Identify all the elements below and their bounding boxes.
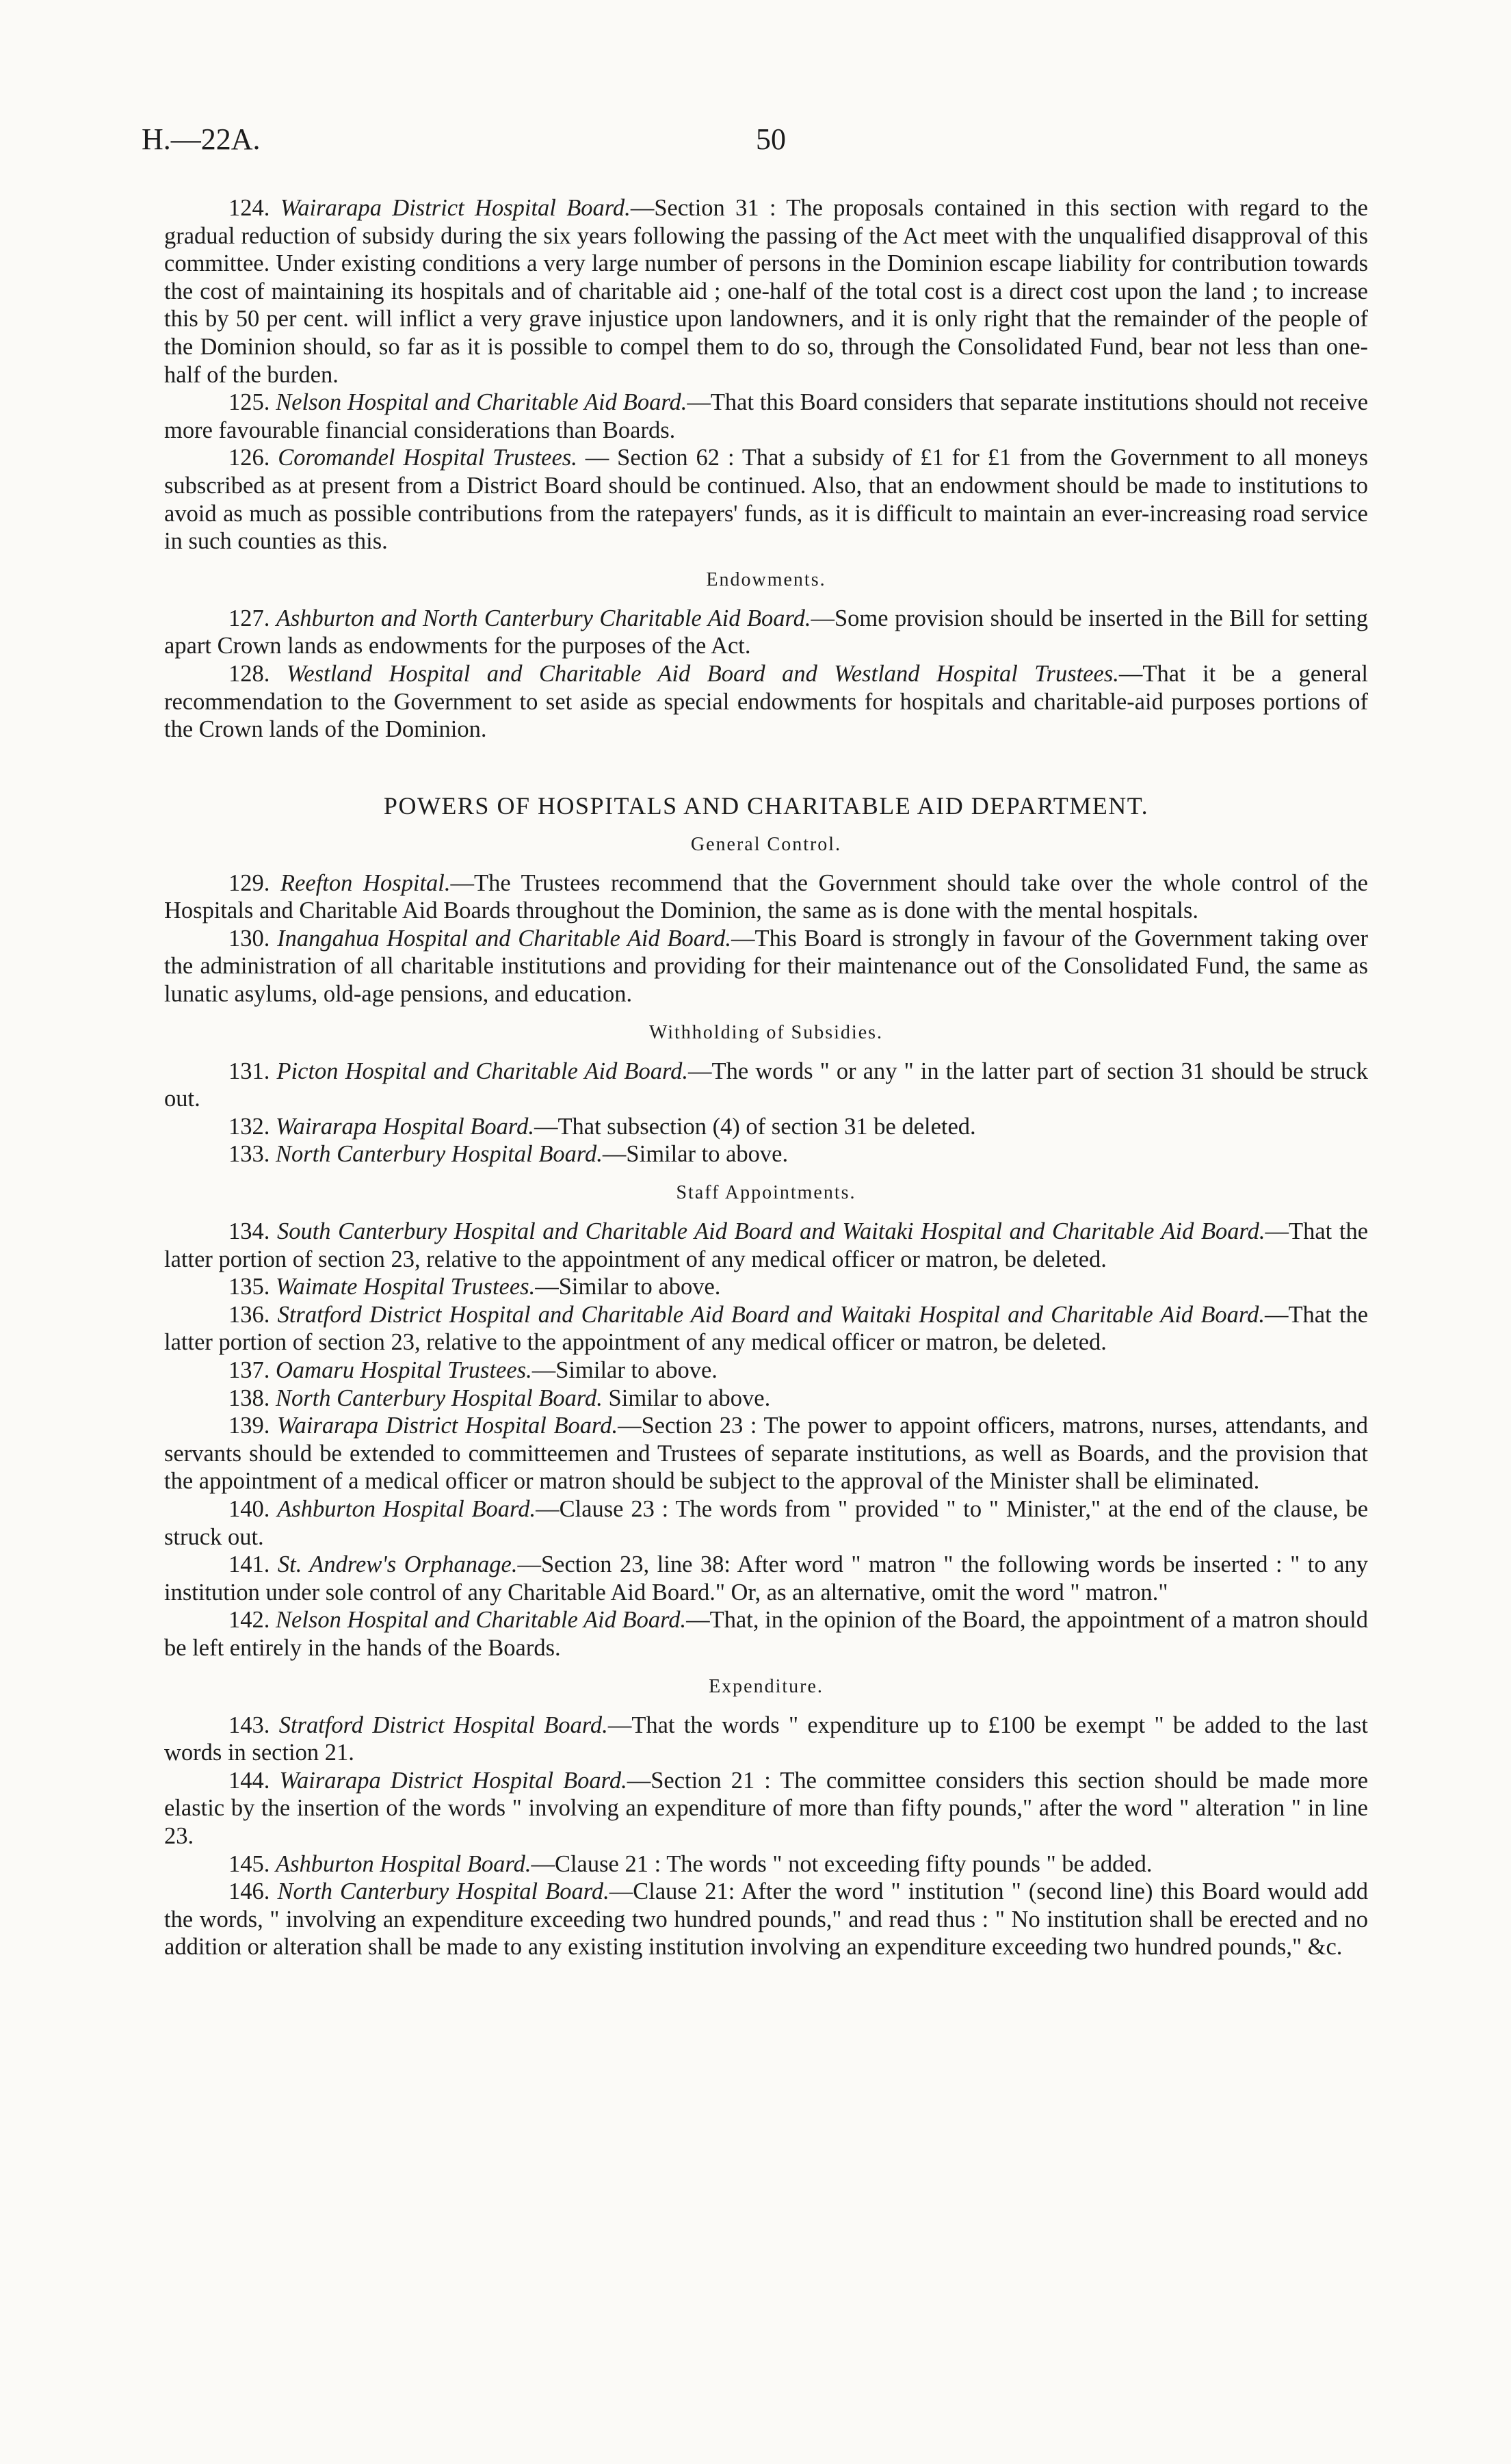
paragraph-text: —That the latter portion of section 23, relative to the appointment of any medical officer or matron, be deleted. [164, 1301, 1369, 1356]
paragraph-126 [164, 444, 1368, 555]
page-number: 50 [756, 122, 786, 156]
paragraph-127 [164, 605, 1368, 660]
paragraph-number: 139. [228, 1413, 278, 1439]
paragraph-text: —Similar to above. [531, 1357, 718, 1383]
section-heading: Withholding of Subsidies. [648, 1021, 884, 1043]
paragraph-title: Ashburton Hospital Board. [277, 1495, 536, 1522]
paragraph-title: Westland Hospital and Charitable Aid Board and Westland Hospital Trustees. [286, 660, 1119, 687]
paragraph-title: Oamaru Hospital Trustees. [276, 1357, 532, 1383]
paragraph-number: 140. [228, 1495, 278, 1522]
paragraph-136 [164, 1301, 1368, 1356]
paragraph-number: 124. [228, 195, 280, 221]
section-heading: Expenditure. [709, 1675, 824, 1697]
paragraph-number: 138. [228, 1385, 276, 1411]
paragraph-number: 142. [228, 1607, 276, 1634]
paragraph-number: 144. [228, 1767, 280, 1794]
paragraph-139 [164, 1412, 1368, 1495]
paragraph-text: — Section 62 : That a subsidy of £1 for £1 from the Government to all moneys subscribed as at present from a District Board should be continued. Also, that an endowment should be made to institutions to avoid as much as possible contributions from the ratepayers' funds, as it is difficult to maintain an ever-increasing road service in such counties as this. [164, 445, 1369, 555]
paragraph-text: —Clause 21 : The words " not exceeding fifty pounds " be added. [531, 1850, 1153, 1877]
paragraph-title: St. Andrew's Orphanage. [277, 1551, 518, 1578]
paragraph-137 [164, 1356, 1368, 1385]
paragraph-141 [164, 1551, 1368, 1606]
paragraph-number: 125. [228, 389, 276, 416]
page-header [0, 122, 1511, 163]
paragraph-number: 141. [228, 1551, 278, 1578]
paragraph-text: —That this Board considers that separate institutions should not receive more favourable financial considerations than Boards. [164, 389, 1369, 443]
paragraph-144 [164, 1767, 1368, 1850]
paragraph-text: —Section 23, line 38: After word " matron " the following words be inserted : " to any institution under sole control of any Charitable Aid Board." Or, as an alternative, omit the word " matron." [164, 1551, 1368, 1605]
paragraph-title: Reefton Hospital. [280, 869, 451, 896]
paragraph-text: —That subsection (4) of section 31 be deleted. [534, 1113, 976, 1140]
paragraph-title: North Canterbury Hospital Board. [276, 1385, 603, 1411]
paragraph-text: —That it be a general recommendation to the Government to set aside as special endowments for hospitals and charitable-aid purposes portions of the Crown lands of the Dominion. [164, 660, 1368, 743]
paragraph-title: Wairarapa District Hospital Board. [280, 195, 631, 221]
paragraph-124 [164, 194, 1368, 389]
paragraph-number: 132. [228, 1113, 276, 1140]
paragraph-text: —Clause 23 : The words from " provided " to " Minister," at the end of the clause, be struck out. [164, 1495, 1369, 1550]
paragraph-number: 145. [228, 1850, 276, 1877]
paragraph-text: —Clause 21: After the word " institution " (second line) this Board would add the words, " involving an expenditure exceeding two hundred pounds," and read thus : " No institution shall be erected and no addition or alteration shall be made to any existing institution involving an expenditure exceeding two hundred pounds," &c. [164, 1878, 1368, 1961]
paragraph-number: 131. [228, 1058, 277, 1084]
paragraph-title: Nelson Hospital and Charitable Aid Board. [276, 1607, 687, 1634]
paragraph-title: Picton Hospital and Charitable Aid Board. [276, 1058, 689, 1084]
major-heading: POWERS OF HOSPITALS AND CHARITABLE AID DEPARTMENT. [383, 791, 1149, 820]
paragraph-132 [164, 1113, 1368, 1141]
paragraph-number: 129. [228, 869, 281, 896]
paragraph-number: 127. [228, 605, 276, 631]
paragraph-text: —Section 21 : The committee considers this section should be made more elastic by the insertion of the words " involving an expenditure of more than fifty pounds," after the word " alteration " in line 23. [164, 1767, 1369, 1849]
paragraph-number: 135. [228, 1274, 276, 1300]
paragraph-title: Stratford District Hospital and Charitable Aid Board and Waitaki Hospital and Charitable Aid Board. [277, 1301, 1265, 1328]
paragraph-text: —Section 23 : The power to appoint officers, matrons, nurses, attendants, and servants should be extended to committeemen and Trustees of separate institutions, as well as Boards, and the provision that the appointment of a medical officer or matron should be subject to the approval of the Minister shall be eliminated. [164, 1413, 1369, 1495]
report-reference: H.—22A. [142, 122, 261, 156]
paragraph-number: 143. [228, 1712, 279, 1738]
paragraph-number: 130. [228, 925, 278, 952]
paragraph-text: —That the words " expenditure up to £100 be exempt " be added to the last words in section 21. [164, 1712, 1368, 1766]
paragraph-143 [164, 1712, 1368, 1767]
paragraph-140 [164, 1495, 1368, 1551]
paragraph-number: 133. [228, 1141, 276, 1168]
paragraph-text: —Section 31 : The proposals contained in this section with regard to the gradual reduction of subsidy during the six years following the passing of the Act meet with the unqualified disapproval of this committee. Under existing conditions a very large number of persons in the Dominion escape liability for contribution towards the cost of maintaining its hospitals and of charitable aid ; one-half of the total cost is a direct cost upon the land ; to increase this by 50 per cent. will inflict a very grave injustice upon landowners, and it is only right that the remainder of the people of the Dominion should, so far as it is possible to compel them to do so, through the Consolidated Fund, bear not less than one-half of the burden. [164, 195, 1368, 388]
paragraph-number: 136. [228, 1301, 278, 1328]
paragraph-text: Similar to above. [602, 1385, 771, 1411]
paragraph-title: Waimate Hospital Trustees. [276, 1274, 536, 1300]
paragraph-number: 146. [228, 1878, 278, 1905]
paragraph-title: North Canterbury Hospital Board. [277, 1878, 609, 1905]
paragraph-title: Wairarapa Hospital Board. [276, 1113, 534, 1140]
paragraph-129 [164, 869, 1368, 925]
paragraph-text: —The words " or any " in the latter part of section 31 should be struck out. [164, 1058, 1368, 1112]
paragraph-135 [164, 1273, 1368, 1301]
paragraph-number: 128. [228, 660, 287, 687]
paragraph-146 [164, 1878, 1368, 1961]
section-heading: General Control. [690, 833, 842, 855]
paragraph-title: Ashburton Hospital Board. [276, 1850, 531, 1877]
paragraph-title: Coromandel Hospital Trustees. [278, 445, 577, 471]
paragraph-134 [164, 1218, 1368, 1273]
paragraph-text: —The Trustees recommend that the Government should take over the whole control of the Hospitals and Charitable Aid Boards throughout the Dominion, the same as is done with the mental hospitals. [164, 869, 1368, 924]
section-heading: Staff Appointments. [676, 1182, 856, 1204]
paragraph-145 [164, 1850, 1368, 1878]
paragraph-125 [164, 389, 1368, 444]
paragraph-title: Inangahua Hospital and Charitable Aid Board. [277, 925, 732, 952]
paragraph-title: Wairarapa District Hospital Board. [279, 1767, 627, 1794]
paragraph-number: 126. [228, 445, 278, 471]
paragraph-title: Ashburton and North Canterbury Charitable Aid Board. [276, 605, 811, 631]
paragraph-title: Stratford District Hospital Board. [278, 1712, 608, 1738]
paragraph-text: —That, in the opinion of the Board, the appointment of a matron should be left entirely in the hands of the Boards. [164, 1607, 1368, 1661]
paragraph-title: North Canterbury Hospital Board. [276, 1141, 603, 1168]
paragraph-text: —Some provision should be inserted in the Bill for setting apart Crown lands as endowments for the purposes of the Act. [164, 605, 1369, 659]
document-body [164, 194, 1368, 1961]
paragraph-142 [164, 1606, 1368, 1662]
paragraph-title: South Canterbury Hospital and Charitable Aid Board and Waitaki Hospital and Charitable Aid Board. [276, 1218, 1265, 1245]
paragraph-138 [164, 1385, 1368, 1413]
paragraph-number: 134. [228, 1218, 277, 1245]
paragraph-131 [164, 1058, 1368, 1113]
paragraph-text: —That the latter portion of section 23, relative to the appointment of any medical officer or matron, be deleted. [164, 1218, 1369, 1272]
paragraph-133 [164, 1140, 1368, 1168]
section-heading: Endowments. [706, 568, 826, 590]
paragraph-text: —This Board is strongly in favour of the Government taking over the administration of all charitable institutions and providing for their maintenance out of the Consolidated Fund, the same as lunatic asylums, old-age pensions, and education. [164, 925, 1368, 1008]
paragraph-title: Nelson Hospital and Charitable Aid Board. [276, 389, 687, 416]
paragraph-title: Wairarapa District Hospital Board. [277, 1413, 618, 1439]
paragraph-128 [164, 660, 1368, 744]
paragraph-text: —Similar to above. [602, 1141, 789, 1168]
paragraph-text: —Similar to above. [535, 1274, 721, 1300]
paragraph-number: 137. [228, 1357, 276, 1383]
paragraph-130 [164, 925, 1368, 1008]
